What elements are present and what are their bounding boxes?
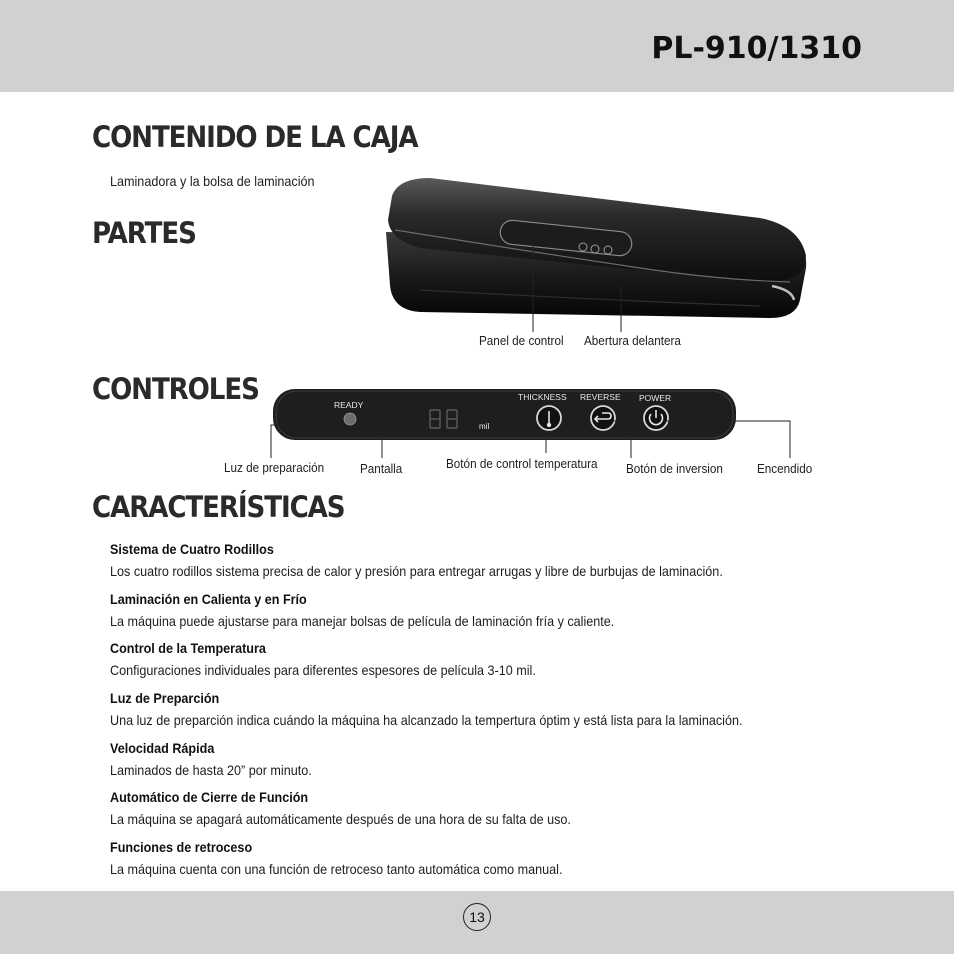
feature-title: Laminación en Calienta y en Frío	[110, 591, 307, 607]
label-display: Pantalla	[360, 461, 403, 476]
feature-desc: La máquina cuenta con una función de retroceso tanto automática como manual.	[110, 861, 563, 877]
label-front-opening: Abertura delantera	[584, 333, 681, 348]
power-text: POWER	[639, 393, 672, 403]
label-control-panel: Panel de control	[479, 333, 564, 348]
feature-desc: Configuraciones individuales para diferentes espesores de película 3-10 mil.	[110, 662, 536, 678]
label-reverse-button: Botón de inversion	[626, 461, 723, 476]
feature-desc: La máquina puede ajustarse para manejar bolsas de película de laminación fría y caliente.	[110, 613, 615, 629]
feature-desc: Laminados de hasta 20” por minuto.	[110, 762, 312, 778]
section-title-features: CARACTERÍSTICAS	[92, 490, 345, 524]
feature-title: Control de la Temperatura	[110, 640, 266, 656]
model-number: PL-910/1310	[651, 31, 862, 66]
unit-text: mil	[479, 422, 490, 431]
label-temp-button: Botón de control temperatura	[446, 456, 598, 471]
feature-title: Velocidad Rápida	[110, 740, 215, 756]
feature-title: Automático de Cierre de Función	[110, 789, 309, 805]
feature-title: Luz de Preparción	[110, 690, 220, 706]
reverse-text: REVERSE	[580, 392, 621, 402]
label-power: Encendido	[757, 461, 813, 476]
page-number: 13	[463, 903, 491, 931]
contents-text: Laminadora y la bolsa de laminación	[110, 173, 315, 189]
thickness-text: THICKNESS	[518, 392, 567, 402]
label-ready-light: Luz de preparación	[224, 460, 325, 475]
section-title-controls: CONTROLES	[92, 372, 259, 406]
ready-text: READY	[334, 400, 364, 410]
feature-title: Funciones de retroceso	[110, 839, 253, 855]
feature-desc: La máquina se apagará automáticamente después de una hora de su falta de uso.	[110, 811, 571, 827]
section-title-contents: CONTENIDO DE LA CAJA	[92, 120, 418, 154]
section-title-parts: PARTES	[92, 216, 196, 250]
feature-desc: Los cuatro rodillos sistema precisa de calor y presión para entregar arrugas y libre de burbujas de laminación.	[110, 563, 723, 579]
feature-title: Sistema de Cuatro Rodillos	[110, 541, 274, 557]
feature-desc: Una luz de preparción indica cuándo la máquina ha alcanzado la tempertura óptim y está lista para la laminación.	[110, 712, 743, 728]
